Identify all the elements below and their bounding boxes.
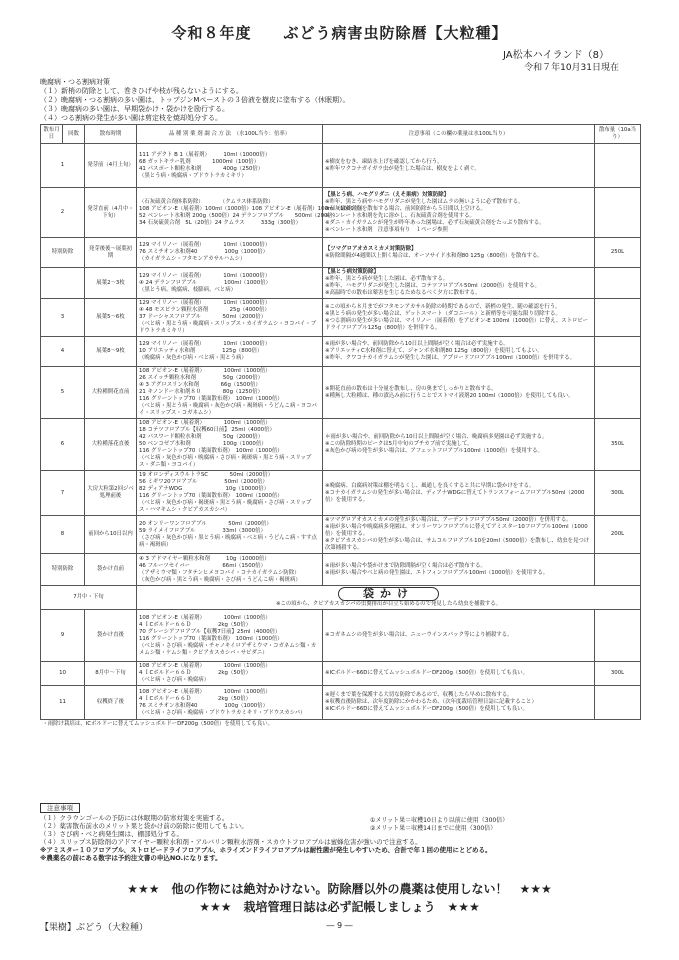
page-number: ― 9 ― <box>326 921 353 930</box>
note-line: ※ベンレート水和剤を先に溶かし、石灰硫黄合剤を使用する。 <box>325 212 475 219</box>
row-recipe <box>137 337 323 367</box>
table-row <box>41 299 641 337</box>
recipe-line: 108 アビオン-E（展着剤） 100ml（1000倍） <box>139 688 271 695</box>
row-number: 2 <box>41 188 85 238</box>
table-row <box>41 686 641 720</box>
row-notes <box>323 238 595 268</box>
intro-line: （２）晩腐病・つる割病の多い園は、トップジンMペーストの３倍液を樹皮に塗布する（休眠期）。 <box>40 96 350 104</box>
header-period: 散布時期 <box>85 125 137 144</box>
row-recipe <box>137 238 323 268</box>
row-amount <box>595 337 641 367</box>
note-line: ※種無し大粒種は、種の漬込み前に行うことでストマイ液剤20 100ml（1000倍）を使用しても良い。 <box>325 392 574 399</box>
table-row <box>41 144 641 188</box>
recipe-line: 111 アデクト B 1（展着剤） 10ml（10000倍） <box>139 151 271 158</box>
slogan-2: ★★★ 栽培管理日誌は必ず記帳しましょう ★★★ <box>199 900 480 914</box>
row-period: 発芽前（4月上旬） <box>85 144 137 188</box>
table-row <box>41 337 641 367</box>
cautions-right <box>370 817 508 833</box>
row-period: 展葉2〜3枚 <box>85 268 137 299</box>
header-notes: 注意事項（この欄の薬量は水100L当り） <box>323 125 595 144</box>
recipe-line: 108 アビオン-E（展着剤） 100ml（1000倍） <box>139 614 271 621</box>
recipe-line: 4 ＩCボルドー６６Ｄ 2kg（50倍） <box>139 670 251 676</box>
row-number: 特別防除 <box>41 554 85 586</box>
row-period: 発芽直前（4月中・下旬） <box>85 188 137 238</box>
row-recipe <box>137 299 323 337</box>
row-amount <box>595 268 641 299</box>
row-notes <box>323 419 595 471</box>
target-pests: （べと病・黒とう病・晩腐病・灰色かび病・褐斑病・うどんこ病・ヨコバイ・スリップス・コガネムシ） <box>139 403 317 416</box>
organization: JA松本ハイランド（8） <box>503 50 609 61</box>
intro-line: （３）晩腐病の多い園は、早期袋かけ・袋かけを励行する。 <box>40 105 229 113</box>
row-period: 大粒種落花直後 <box>85 419 137 471</box>
recipe-line: 46 フルーツセイバー 66ml（1500倍） <box>139 562 266 569</box>
row-amount <box>595 144 641 188</box>
row-recipe <box>137 686 323 720</box>
row-number: 9 <box>41 610 85 662</box>
recipe-line: 37 ドーシャスフロアブル 50ml（2000倍） <box>139 314 267 320</box>
row-recipe <box>137 471 323 516</box>
note-line: ※クビアカスカシバの発生が多い場合は、サムコルフロアブル10を20ml（5000倍）を散布し、幼虫を見つけ次第捕殺する。 <box>325 538 590 551</box>
row-period: 袋かけ直前 <box>85 554 137 586</box>
row-notes <box>323 144 595 188</box>
row-notes <box>323 471 595 516</box>
cautions-section <box>40 803 640 862</box>
note-line: ※ダニ・カイガラムシが発生が昨年あった園場は、必ず石灰硫黄合剤をたっぷり散布する。 <box>325 219 545 226</box>
target-pests: （黒とう病・晩腐病・ブドウトラカミキリ） <box>139 172 247 179</box>
table-row <box>41 367 641 419</box>
target-pests: （べと病・灰色かび病・褐斑病・黒とう病・晩腐病・さび病・スリップス・ハマキムシ・クビアカスカシバ） <box>139 500 312 513</box>
note-line: 【黒とう病対策防除】 <box>325 269 379 275</box>
recipe-line: 4 ＩCボルドー６６Ｄ 2kg（50倍） <box>139 695 251 702</box>
row-notes <box>323 662 595 686</box>
table-row <box>41 471 641 516</box>
note-line: ※開花直前の散布は十分量を散布し、房の奥までしっかりと散布する。 <box>325 385 497 392</box>
note-line: ※防除間隔が4週間以上開く場合は、オーソサイド水和剤80 125g（800倍）を散布する。 <box>325 252 543 259</box>
row-recipe <box>137 554 323 586</box>
caution-item: ※農薬名の前にある数字は予約注文書の申込NO.になります。 <box>40 854 222 862</box>
note-line: ※つる割病の発生が多い場合は、マイリノー（展着剤）をアビオン-E 100ml（1000倍）に替え、ストロビードライフロアブル125g（800倍）を併用する。 <box>325 317 588 331</box>
target-pests: （べと病・黒とう病・晩腐病・スリップス・カイガラムシ・ヨコバイ・ブドウトラカミキリ） <box>139 321 317 334</box>
row-amount: 300L <box>595 662 641 686</box>
recipe-line: 116 グリーントップ70（葉面散布剤） 100ml（1000倍） <box>139 493 283 499</box>
intro-line: 晩腐病・つる割病対策 <box>40 78 110 86</box>
row-period: 展葉5〜6枚 <box>85 299 137 337</box>
recipe-line: ④ 48 モスピラン顆粒水溶剤 25g（4000倍） <box>139 307 270 313</box>
note-line: ※雨が多い場合や晩腐病多発園は、オンリーワンフロアブルに替えてアミスター10フロアブル100ml（1000倍）を使用する。 <box>325 524 588 537</box>
target-pests: （さび病・灰色かび病・黒とう病・晩腐病・べと病・うどんこ病・すす点病・褐斑病） <box>139 534 317 548</box>
row-amount <box>595 610 641 662</box>
row-number: 4 <box>41 337 85 367</box>
target-pests: （べと病・さび病・晩腐病） <box>139 677 210 683</box>
note-line: ※コナカイガラムシの発生が多い場合は、ディアナWDGに替えてトランスフォームフロアブル50ml（2000倍）を使用する。 <box>325 489 585 503</box>
table-row <box>41 419 641 471</box>
caution-right-item: ①メリット果＝収穫10日より以前に使用（300倍） <box>370 817 509 824</box>
row-notes <box>323 516 595 554</box>
row-notes <box>323 337 595 367</box>
note-line: ※樹皮をむき、凍結水上げを確認してから行う。 <box>325 158 443 165</box>
slogan-1: ★★★ 他の作物には絶対かけない。防除暦以外の農薬は使用しない！ ★★★ <box>127 882 552 896</box>
row-number: 6 <box>41 419 85 471</box>
row-period: 発芽後後〜展葉初期 <box>85 238 137 268</box>
header-amount: 散布量（10a当り） <box>595 125 641 144</box>
caution-item: （１）クラウンゴールの予防には休眠期の防寒対策を実施する。 <box>40 814 229 822</box>
recipe-line: 34 石灰硫黄合剤 5L（20倍）24 クムラス 333g（300倍） <box>139 219 301 226</box>
recipe-line: 129 マイリノー（展着剤） 10ml（10000倍） <box>139 341 271 347</box>
note-line: ※この防除時期のピークは5月中旬のプチカブ前で実施して。 <box>325 441 473 447</box>
row-number <box>41 268 85 299</box>
table-row <box>41 610 641 662</box>
row-period: 大粒種開花直前 <box>85 367 137 419</box>
target-pests: （カイガラムシ・フタモンアカサルハムシ） <box>139 256 246 262</box>
note-line: ※ベンレート水和剤 注意事項有り １ページ参照 <box>325 226 448 233</box>
note-line: ※晩腐病、白腐病対策は棚を明るくし、風通しを良くすると共に早期に袋かけをする。 <box>325 482 535 489</box>
row-notes <box>323 367 595 419</box>
row-period: 袋かけ直後 <box>85 610 137 662</box>
document-date: 令和７年10月31日現在 <box>524 63 619 73</box>
row-recipe <box>137 144 323 188</box>
row-amount: 300L <box>595 471 641 516</box>
row-amount <box>595 554 641 586</box>
note-line: ※昨年ワクコナガイガラ虫が発生した場合は、樹皮をよく剥ぐ。 <box>325 165 480 172</box>
recipe-line: 42 パスワード顆粒水和剤 50g（2000倍） <box>139 434 264 440</box>
row-notes <box>323 686 595 720</box>
spray-schedule-table <box>40 124 641 729</box>
fukuro-label: 袋かけ <box>338 587 439 601</box>
row-recipe <box>137 419 323 471</box>
row-recipe <box>137 268 323 299</box>
recipe-line: 19 オロンディスウルトラSC 50ml（2000倍） <box>139 472 274 478</box>
fukuro-period: 7月中・下旬 <box>41 586 137 610</box>
recipe-line: 116 グリーントップ70（葉面散布剤） 100ml（1000倍） <box>139 448 283 454</box>
note-line: ※高温時での散布は薬害を生じるためなるべく夕方に散布する。 <box>325 290 481 296</box>
recipe-line: 41 パスポート顆粒水和剤 400g（250倍） <box>139 165 264 172</box>
caution-item: （２）薬害散布前水のメリット果と袋かけ前の防除に使用してもよい。 <box>40 822 248 830</box>
row-recipe <box>137 610 323 662</box>
note-line: ※石灰硫黄合剤を散布する場合、前回防除から５日間以上空ける。 <box>325 205 486 212</box>
note-line: ※灰色かび病の発生が多い場合は、アフェットフロアブル100ml（1000倍）を使用する。 <box>325 448 543 454</box>
note-line: 【ツマグロアオカスミカメ対策防除】 <box>325 245 417 252</box>
recipe-line: 21 キノンドー水和剤８０ 80g（1250倍） <box>139 389 263 395</box>
recipe-line: ④ 3 アドマイヤー顆粒水和剤 10g（10000倍） <box>139 555 270 562</box>
row-number: 特別防除 <box>41 238 85 268</box>
row-amount <box>595 367 641 419</box>
note-line: 【黒とう病、ハモグリダニ（えそ果病）対策防除】 <box>325 191 449 198</box>
recipe-line: （アザミウマ類・フタテンヒメヨコバイ・コナカイガラムシ防除） <box>139 569 300 576</box>
row-period: 収穫終了後 <box>85 686 137 720</box>
row-notes <box>323 554 595 586</box>
recipe-line: 108 アビオン-E（展着剤） 100ml（1000倍） <box>139 663 271 669</box>
footer-category: 【果樹】ぶどう（大粒種） <box>40 923 149 933</box>
table-row <box>41 516 641 554</box>
recipe-line: 68 ガットキラー乳剤 1000ml（100倍） <box>139 158 260 165</box>
recipe-line: ④ 3 アグロスリン水和剤 66g（1500倍） <box>139 382 261 388</box>
row-number: 1 <box>41 144 85 188</box>
note-line: ※昨年、黒とう病やハモグリダニが発生した園はムラの無いように必ず散布する。 <box>325 198 524 205</box>
recipe-line: 76 スミチオン水和剤40 100g（1000倍） <box>139 702 269 709</box>
note-line: ※アリエッティC水和剤に替えて、ジャンボ水和剤80 125g（800倍）を使用してもよい。 <box>325 348 543 354</box>
header-no: 散布月日 <box>41 125 63 144</box>
target-pests: （黒とう病、晩腐病、枝膨病、べと病） <box>139 286 237 293</box>
recipe-line: 82 ディアナWDG 10g（10000倍） <box>139 486 270 492</box>
intro-line: （１）新梢の防除として、巻きひげや枝が残らないようにする。 <box>40 87 243 95</box>
recipe-line: 129 マイリノー（展着剤） 10ml（10000倍） <box>139 272 271 279</box>
header-recipe: 品 種 別 薬 剤 調 合 方 法 （水100L当り：倍率） <box>137 125 323 144</box>
row-notes <box>323 268 595 299</box>
row-amount: 250L <box>595 238 641 268</box>
row-notes <box>323 188 595 238</box>
recipe-line: 108 アビオン-E（展着剤）100ml（1000倍）108 アビオン-E（展着剤）100ml（1000倍） <box>139 205 365 212</box>
row-period: 展葉8〜9枚 <box>85 337 137 367</box>
cautions-list <box>40 814 640 862</box>
row-amount <box>595 686 641 720</box>
caution-item: （３）さび病・べと病発生園は、棚部処分する。 <box>40 830 183 838</box>
recipe-line: 4 ＩCボルドー６６Ｄ 2kg（50倍） <box>139 621 251 628</box>
recipe-line: （石灰硫黄合剤体系防除） （クムラス体系防除） <box>139 198 274 205</box>
recipe-line: 129 マイリノー（展着剤） 10ml（10000倍） <box>139 300 271 306</box>
recipe-line: 129 マイリノー（展着剤） 10ml（10000倍） <box>139 242 271 248</box>
target-pests: （べと病・さび病・晩腐病・チャノキイロアザミウマ・コガネムシ類・カメムシ類・ケムシ類・クビアカスカシバ・サビダニ） <box>139 642 317 656</box>
row-amount <box>595 188 641 238</box>
note-line: ※収穫直後防除は、次年度防除にかかわるため、（次年度栽培管理日誌に記載すること） <box>325 699 537 705</box>
note-line: ※昨年、ハモグリダニが発生した園は、コテツフロアブル50ml（2000倍）を使用する。 <box>325 283 540 289</box>
row-notes <box>323 610 595 662</box>
row-amount: 350L <box>595 419 641 471</box>
page-title: 令和８年度 ぶどう病害虫防除暦【大粒種】 <box>171 24 508 42</box>
note-line: ※ICボルドー66Dに替えてムッシュボルドーDF200g（500倍）を使用しても良い。 <box>325 706 528 712</box>
target-pests: （晩腐病・灰色かび病・べと病・黒とう病） <box>139 355 247 361</box>
target-pests: （べと病・灰色かび病・晩腐病・さび病・褐斑病・黒とう病・スリップス・ダニ類・ヨコバイ） <box>139 455 312 468</box>
table-row <box>41 268 641 299</box>
note-line: ※雨が多い場合や、前回防除から10日以上間隔が空く場合は必ず実施する。 <box>325 341 509 347</box>
note-line: ※昨年、クワコナカイガラムシが発生した園は、アプロードフロアブル100ml（1000倍）を併用する。 <box>325 355 576 361</box>
recipe-line: 10 アリエッティ水和剤 125g（800倍） <box>139 348 263 354</box>
table-row <box>41 554 641 586</box>
intro-line: （４）つる割病の発生が多い園は剪定枝を焼却処分する。 <box>40 114 222 122</box>
note-line: ※雨が多い場合やべと病の発生園は、エトフィンフロアブル100ml（1000倍）を使用する。 <box>325 569 549 576</box>
recipe-line: 20 オンリーワンフロアブル 50ml（2000倍） <box>139 520 272 527</box>
recipe-line: 116 グリーントップ70（葉面散布剤） 100ml（1000倍） <box>139 396 283 402</box>
note-line: ※ツマグロアオカスミカメの発生が多い場合は、アーデントフロアブル50ml（2000倍）を併用する。 <box>325 517 572 523</box>
note-line: ※遅くまで葉を保護する大切な防除であるので、収穫したら早めに散布する。 <box>325 692 513 698</box>
cautions-title: 注意事項 <box>40 803 80 813</box>
row-number: 8 <box>41 516 85 554</box>
row-recipe <box>137 367 323 419</box>
caution-item: （４）スリップス防除剤のアドマイヤー顆粒水和剤・アルバリン顆粒水溶剤・スカウトフロアブルは蜜蜂危害が強いので注意する。 <box>40 838 422 846</box>
recipe-line: ④ 24 デランフロアブル 100ml（1000倍） <box>139 279 271 286</box>
caution-item: ※アミスター１０フロアブル、ストロビードライフロアブル、ホライズンドライフロアブルは耐性菌が発生しやすいため、合計で年１回の使用にとどめる。 <box>40 846 492 854</box>
recipe-line: 50 ベンコゼブ水和剤 100g（1000倍） <box>139 441 267 447</box>
row-period: 8月中〜下旬 <box>85 662 137 686</box>
caution-right-item: ②メリット果＝収穫14日までに使用（300倍） <box>370 825 497 832</box>
recipe-line: 70 グレーシアフロアブル【収穫7日前】25ml（4000倍） <box>139 628 281 635</box>
target-pests: （灰色かび病・黒とう病・晩腐病・さび病・うどんこ病・褐斑病） <box>139 576 301 583</box>
row-number: 10 <box>41 662 85 686</box>
table-footnote: ・雨除け栽培は、ICボルドーに替えてムッシュボルドーDF200g（500倍）を使用しても良い。 <box>42 721 274 727</box>
row-recipe <box>137 188 365 238</box>
row-period: 前回から10日以内 <box>85 516 137 554</box>
fukuro-row <box>41 586 641 610</box>
note-line: ※コガネムシの発生が多い場合は、ニューウインスパック等により捕殺する。 <box>325 632 513 638</box>
recipe-line: 59 ライメイフロアブル 33ml（3000倍） <box>139 527 266 534</box>
table-row <box>41 238 641 268</box>
header-times: 回数 <box>63 125 85 144</box>
recipe-line: 52 ベンレート水和剤 200g（500倍）24 デランフロアブル 500ml（200倍） <box>139 212 339 219</box>
row-notes <box>323 299 595 337</box>
recipe-line: 18 コテツフロアブル【収穫60日前】 25ml（4000倍） <box>139 427 275 433</box>
row-number: 5 <box>41 367 85 419</box>
recipe-line: 26 スイッチ顆粒水和剤 50g（2000倍） <box>139 375 263 381</box>
recipe-line: 108 アビオン-E（展着剤） 100ml（1000倍） <box>139 420 271 426</box>
note-line: ＊雨が多い場合や、前回防除から10日以上間隔が空く場合、晩腐病多発園は必ず実施する。 <box>325 434 548 440</box>
recipe-line: 116 グリーントップ70（葉面散布剤） 100ml（1000倍） <box>139 635 283 642</box>
note-line: ※昨年、黒とう病が発生した園は、必ず散布する。 <box>325 276 449 282</box>
row-number: 11 <box>41 686 85 720</box>
row-amount <box>595 299 641 337</box>
recipe-line: 56 ミギワ20フロアブル 50ml（2000倍） <box>139 479 268 485</box>
table-row <box>41 662 641 686</box>
note-line: ※この頃から８月までがフタモンアカサル防除の時期であるので、新梢の発生、随の確認を行う。 <box>325 303 561 310</box>
recipe-line: 108 アビオン-E（展着剤） 100ml（1000倍） <box>139 368 271 374</box>
fukuro-note: ※この頃から、クビアカスカシバの虫糞排出が目立ち始めるので発見したら幼虫を捕殺する。 <box>275 601 502 607</box>
row-period: 大房大粒第2回ジベ処理前後 <box>85 471 137 516</box>
recipe-line: 76 スミチオン水和剤40 100g（1000倍） <box>139 249 269 255</box>
row-number: 7 <box>41 471 85 516</box>
row-recipe <box>137 516 323 554</box>
target-pests: （べと病・さび病・晩腐病・ブドウトラカミキリ・ブドウスカシバ） <box>139 709 306 716</box>
row-number: 3 <box>41 299 85 337</box>
row-recipe <box>137 662 323 686</box>
intro-notes <box>40 78 350 123</box>
note-line: ※ICボルドー66Dに替えてムッシュボルドーDF200g（500倍）を使用しても良い。 <box>325 670 528 676</box>
row-amount: 200L <box>595 516 641 554</box>
note-line: ※雨が多い場合や袋かけまで防除間隔が空く場合は必ず散布する。 <box>325 562 486 569</box>
table-row <box>41 188 641 238</box>
note-line: ※黒とう病の発生が多い場合は、ゲットスマート（ダコニール）と新梢等を可能な限り切除する。 <box>325 310 561 317</box>
